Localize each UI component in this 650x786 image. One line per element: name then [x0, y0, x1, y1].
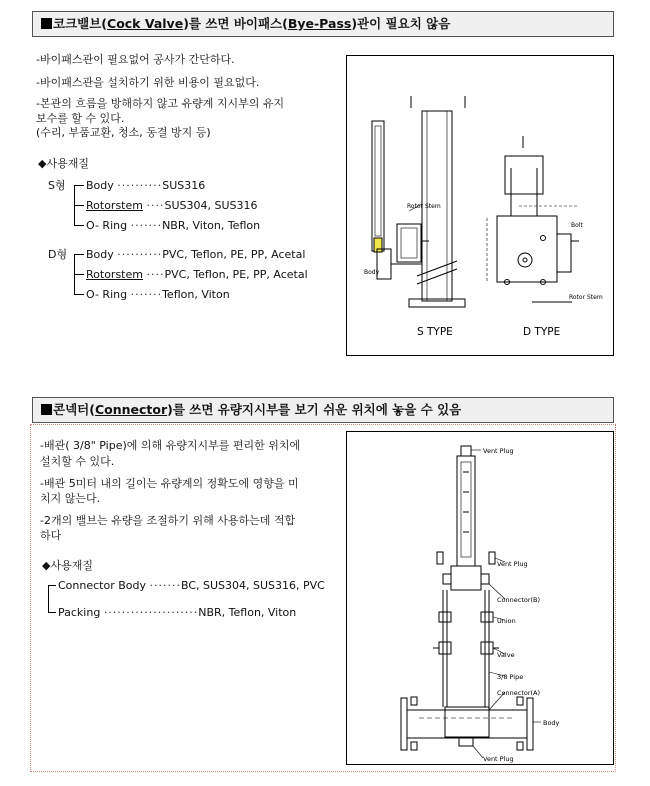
label-rotor-stem: Rotor Stem — [407, 203, 441, 210]
label-connector-b: Connector(B) — [497, 596, 541, 604]
s1-bullet-3b: 보수를 할 수 있다. — [36, 112, 125, 125]
s2-materials-title: ◆사용재질 — [42, 559, 93, 572]
s-item-rotorstem: Rotorstem ····SUS304, SUS316 — [86, 199, 258, 212]
s2-bullet-2: -배관 5미터 내의 길이는 유량계의 정확도에 영향을 미 — [40, 477, 299, 490]
label-connector-a: Connector(A) — [497, 689, 541, 697]
label-union: Union — [497, 617, 516, 625]
connector-drawing — [347, 432, 613, 764]
s1-bullet-3c: (수리, 부품교환, 청소, 동결 방지 등) — [36, 126, 211, 139]
label-vent-plug-mid: Vent Plug — [497, 560, 528, 568]
s1-bullet-3: -본관의 흐름을 방해하지 않고 유량계 지시부의 유지 — [36, 97, 285, 110]
d-item-body: Body ··········PVC, Teflon, PE, PP, Acetal — [86, 248, 306, 261]
label-body: Body — [543, 719, 560, 727]
section1-title: 코크밸브(Cock Valve)를 쓰면 바이패스(Bye-Pass)관이 필요치 않음 — [32, 11, 614, 37]
s-type-label: S형 — [48, 179, 66, 192]
label-rotor-stem-d: Rotor Stem — [569, 294, 603, 301]
label-pipe: 3/8 Pipe — [497, 673, 524, 681]
square-bullet-icon — [41, 18, 52, 29]
section2-title: 콘넥터(Connector)를 쓰면 유량지시부를 보기 쉬운 위치에 놓을 수 있음 — [32, 397, 614, 423]
cock-valve-figure — [346, 55, 614, 356]
s1-bullet-1: -바이패스관이 필요없어 공사가 간단하다. — [36, 53, 235, 66]
s2-bullet-2b: 치지 않는다. — [40, 492, 101, 505]
s2-bullet-3: -2개의 밸브는 유량을 조절하기 위해 사용하는데 적합 — [40, 514, 296, 527]
d-item-rotorstem: Rotorstem ····PVC, Teflon, PE, PP, Acetal — [86, 268, 308, 281]
s2-item-packing: Packing ·····················NBR, Teflon, Viton — [58, 606, 297, 619]
cock-valve-drawing — [347, 56, 613, 355]
caption-s-type: S TYPE — [417, 326, 453, 338]
s2-bullet-1b: 설치할 수 있다. — [40, 455, 115, 468]
s2-bullet-3b: 하다 — [40, 529, 62, 542]
d-type-label: D형 — [48, 248, 68, 261]
s2-bullet-1: -배관( 3/8" Pipe)에 의해 유량지시부를 편리한 위치에 — [40, 439, 301, 452]
square-bullet-icon — [41, 404, 52, 415]
label-valve: Valve — [497, 651, 515, 659]
s-item-oring: O- Ring ·······NBR, Viton, Teflon — [86, 219, 261, 232]
label-vent-plug-top: Vent Plug — [483, 447, 514, 455]
label-bolt: Bolt — [571, 222, 583, 229]
label-body: Body — [364, 269, 380, 276]
s-item-body: Body ··········SUS316 — [86, 179, 206, 192]
caption-d-type: D TYPE — [523, 326, 561, 338]
d-item-oring: O- Ring ·······Teflon, Viton — [86, 288, 230, 301]
s2-tree-line — [48, 585, 49, 612]
s1-materials-title: ◆사용재질 — [38, 157, 89, 170]
connector-figure — [346, 431, 614, 765]
s1-bullet-2: -바이패스관을 설치하기 위한 비용이 필요없다. — [36, 76, 260, 89]
s2-item-connector-body: Connector Body ·······BC, SUS304, SUS316, PVC — [58, 579, 325, 592]
label-vent-plug-bottom: Vent Plug — [483, 755, 514, 763]
